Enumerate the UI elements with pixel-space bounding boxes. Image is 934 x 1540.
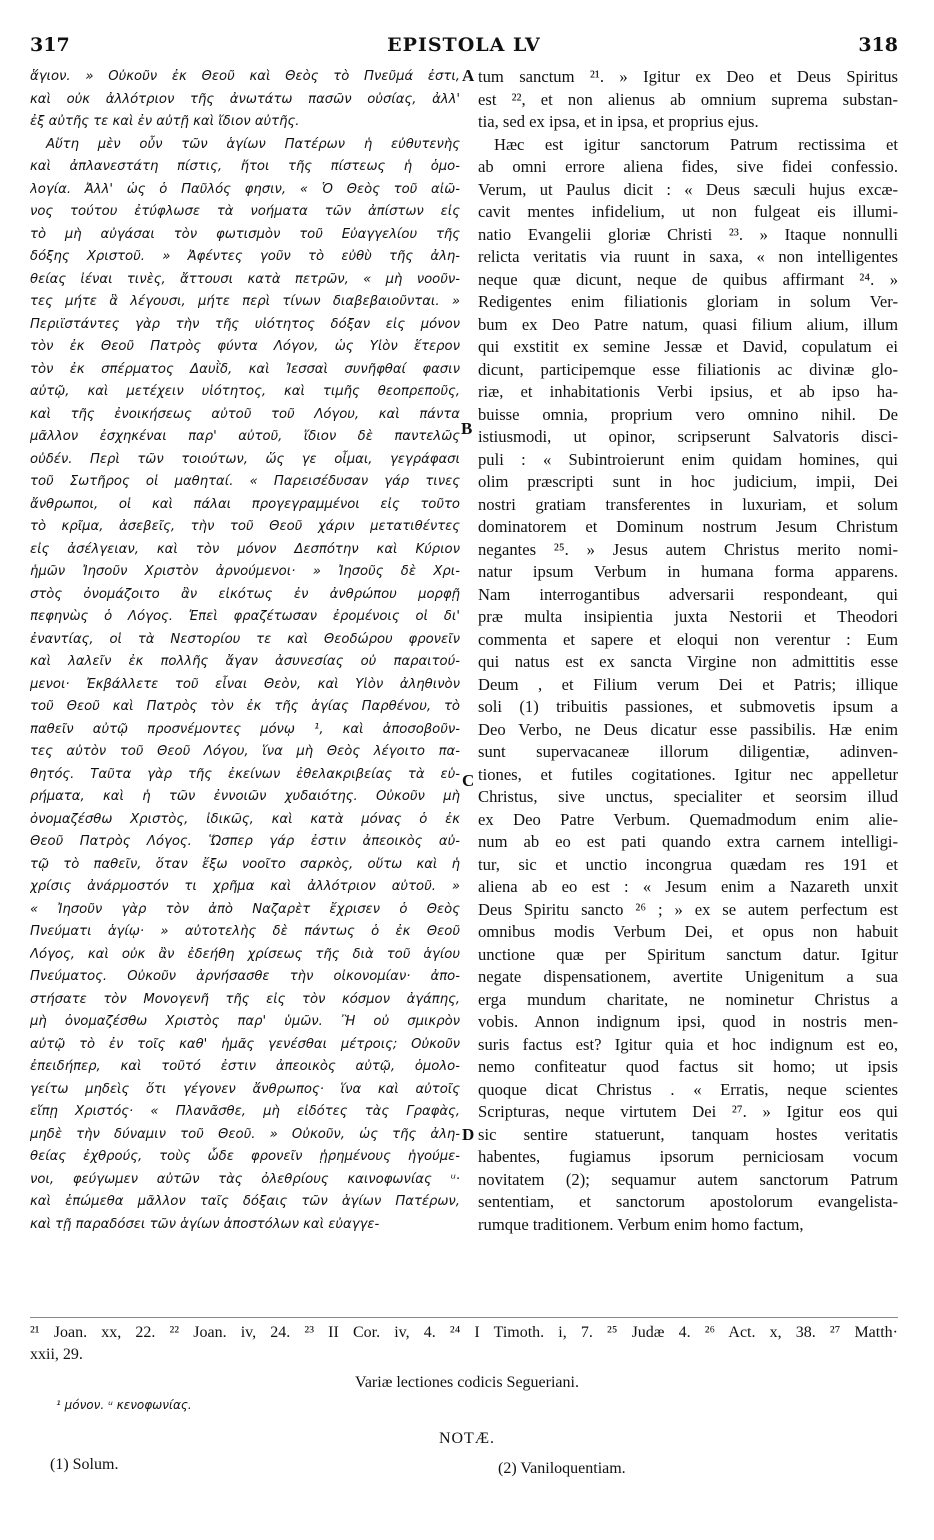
greek-text-line: τες αὐτὸν τοῦ Θεοῦ Λόγου, ἵνα μὴ Θεὸς λέγοιτο πα- xyxy=(30,744,460,759)
margin-marker-d: D xyxy=(462,1125,475,1144)
latin-text-line: negate dispensationem, avertite Unigenitum a sua xyxy=(478,967,898,986)
greek-text-line: Πνεύματι ἁγίῳ· » αὐτοτελὴς δὲ πάντως ὁ ἐκ Θεοῦ xyxy=(30,924,460,939)
greek-text-line: Περιϊστάντες γὰρ τὴν τῆς υἱότητος δόξαν εἰς μόνον xyxy=(30,316,460,332)
latin-text-line: ex Deo Patre Verbum. Quemadmodum enim alie- xyxy=(478,809,898,829)
greek-text-line: καὶ τῇ παραδόσει τῶν ἁγίων ἀποστόλων καὶ εὐαγγε- xyxy=(30,1216,380,1232)
latin-text-line: dicunt, participemque esse filiationis ac divinæ glo- xyxy=(478,359,898,379)
greek-text-line: μᾶλλον ἐσχηκέναι παρ' αὐτοῦ, ἴδιον δὲ παντελῶς xyxy=(30,429,460,444)
latin-text-line: nostri gratiam transferentes in luxuriam, et solum xyxy=(478,494,898,514)
greek-text-line: μενοι· Ἐκβάλλετε τοῦ εἶναι Θεὸν, καὶ Υἱὸν ἀληθινὸν xyxy=(30,676,460,692)
greek-text-line: αὐτῷ, καὶ μετέχειν υἱότητος, καὶ τιμῆς θεοπρεποῦς, xyxy=(30,384,460,399)
greek-text-line: λογία. Ἀλλ' ὡς ὁ Παῦλός φησιν, « Ὁ Θεὸς τοῦ αἰῶ- xyxy=(30,181,460,197)
footnote-line: xxii, 29. xyxy=(30,1346,83,1363)
latin-text-line: Christus, sive unctus, specialiter et seorsim illud xyxy=(478,787,898,806)
greek-text-line: δόξης Χριστοῦ. » Ἀφέντες γοῦν τὸ εὐθὺ τῆς ἀλη- xyxy=(30,249,460,264)
latin-text-line: tur, sic et unctio incongrua quædam res 191 et xyxy=(478,854,898,874)
greek-text-line: Αὕτη μὲν οὖν τῶν ἁγίων Πατέρων ἡ εὐθυτενὴς xyxy=(46,136,460,152)
greek-text-line: μηδὲ τὴν δύναμιν τοῦ Θεοῦ. » Οὐκοῦν, ὡς τῆς ἀλη- xyxy=(30,1126,460,1142)
latin-text-line: neque quæ dicunt, neque de quibus affirmant ²⁴. » xyxy=(478,269,898,289)
greek-text-line: ἐναντίας, οἱ τὰ Νεστορίου τε καὶ Θεοδώρου φρονεῖν xyxy=(30,631,460,647)
variant-readings-note: ¹ μόνον. ᵘ κενοφωνίας. xyxy=(56,1398,192,1412)
variant-readings-heading: Variæ lectiones codicis Segueriani. xyxy=(355,1374,579,1391)
latin-text-line: vobis. Annon indignum ipsi, quod in nostris men- xyxy=(478,1012,898,1031)
greek-text-line: στήσατε τὸν Μονογενῆ τῆς εἰς τὸν κόσμον ἀγάπης, xyxy=(30,991,460,1007)
latin-text-line: Deo Verbo, ne Deus dicatur esse passibilis. Hæ enim xyxy=(478,719,898,739)
greek-text-line: ἄνθρωποι, οἱ καὶ πάλαι προγεγραμμένοι εἰς τοῦτο xyxy=(30,496,460,512)
latin-text-line: rumque traditionem. Verbum enim homo factum, xyxy=(478,1214,804,1234)
notes-heading: NOTÆ. xyxy=(438,1430,496,1447)
margin-marker-c: C xyxy=(462,771,475,790)
greek-text-line: καὶ ἑπώμεθα μᾶλλον ταῖς δόξαις τῶν ἁγίων Πατέρων, xyxy=(30,1194,460,1209)
latin-text-line: sententiam, et sanctorum apostolorum evangelista- xyxy=(478,1192,898,1211)
greek-text-line: τὸν ἐκ σπέρματος Δαυῒδ, καὶ Ἰεσσαὶ συνῆφθαί φασιν xyxy=(30,361,460,377)
latin-text-line: commenta et sapere et eloqui non verentur : Eum xyxy=(478,629,898,649)
latin-text-column xyxy=(478,66,898,1236)
latin-text-line: præ multa insipientia juxta Nestorii et Theodori xyxy=(478,607,898,626)
greek-text-line: ἅγιον. » Οὐκοῦν ἐκ Θεοῦ καὶ Θεὸς τὸ Πνεῦμά ἐστι, xyxy=(30,69,460,84)
latin-text-line: natio Evangelii gloriæ Christi ²³. » Itaque nonnulli xyxy=(478,224,898,244)
greek-text-line: εἴπῃ Χριστός· « Πλανᾶσθε, μὴ εἰδότες τὰς Γραφὰς, xyxy=(30,1104,460,1119)
greek-text-column xyxy=(30,66,460,1236)
latin-text-line: Deum , et Filium verum Dei et Patris; illique xyxy=(478,674,898,694)
latin-text-line: qui exstitit ex semine Jessæ et David, copulatum ei xyxy=(478,337,898,356)
greek-text-line: καὶ ἀπλανεστάτη πίστις, ἤτοι τῆς πίστεως ἡ ὁμο- xyxy=(30,159,460,174)
latin-text-line: Hæc est igitur sanctorum Patrum rectissima et xyxy=(494,134,898,154)
latin-text-line: Scripturas, neque virtutem Dei ²⁷. » Igitur eos qui xyxy=(478,1102,898,1121)
greek-text-line: τὸ μὴ αὐγάσαι τὸν φωτισμὸν τοῦ Εὐαγγελίου τῆς xyxy=(30,226,460,242)
greek-text-line: αὐτῷ τὸ ἐν τοῖς καθ' ἡμᾶς γενέσθαι μέτροις; Οὐκοῦν xyxy=(30,1036,460,1052)
greek-text-line: οὐδέν. Περὶ τῶν τοιούτων, ὥς γε οἶμαι, γεγράφασι xyxy=(30,451,460,467)
greek-text-line: ρήματα, καὶ ἡ τῶν ἐννοιῶν χυδαιότης. Οὐκοῦν μὴ xyxy=(30,789,460,804)
greek-text-line: καὶ τῆς ἐνοικήσεως αὐτοῦ τοῦ Λόγου, καὶ πάντα xyxy=(30,406,460,422)
greek-text-line: ἐξ αὐτῆς τε καὶ ἐν αὐτῇ καὶ ἴδιον αὐτῆς. xyxy=(30,114,300,129)
latin-text-line: unctione quæ per Spiritum sanctum datur. Igitur xyxy=(478,944,898,964)
latin-text-line: Deus Spiritu sancto ²⁶ ; » ex se autem perfectum est xyxy=(478,899,898,919)
latin-text-line: nemo confiteatur quod factus sit homo; ut ipsis xyxy=(478,1057,898,1076)
greek-text-line: παθεῖν αὐτῷ προσνέμοντες μόνῳ ¹, καὶ ἀποσοβοῦν- xyxy=(30,721,460,737)
greek-text-line: θητός. Ταῦτα γὰρ τῆς ἐκείνων ἐθελακριβείας τὰ εὑ- xyxy=(30,766,460,782)
greek-text-line: ἐπειδήπερ, καὶ τοῦτό ἐστιν ἀπεοικὸς αὐτῷ, ὁμολο- xyxy=(30,1059,460,1074)
greek-text-line: τῷ τὸ παθεῖν, ὅταν ἔξω νοοῖτο σαρκὸς, οὕτω καὶ ἡ xyxy=(30,856,460,872)
greek-text-line: ἡμῶν Ἰησοῦν Χριστὸν ἀρνούμενοι· » Ἰησοῦς δὲ Χρι- xyxy=(30,564,460,579)
page-number-left: 317 xyxy=(30,34,70,56)
latin-text-line: omnibus modis Verbum Dei, et opus non habuit xyxy=(478,922,898,941)
greek-text-line: τοῦ Θεοῦ καὶ Πατρὸς τὸν ἐκ τῆς ἁγίας Παρθένου, τὸ xyxy=(30,699,460,714)
latin-text-line: bum ex Deo Patre natum, quasi filium alium, illum xyxy=(478,314,898,334)
margin-marker-b: B xyxy=(461,419,473,438)
greek-text-line: γείτω μηδεὶς ὅτι γέγονεν ἄνθρωπος· ἵνα καὶ αὐτοῖς xyxy=(30,1081,460,1097)
latin-text-line: olim præscripti sunt in hoc judicium, impii, Dei xyxy=(478,472,898,491)
note-two: (2) Vaniloquentiam. xyxy=(498,1460,626,1477)
latin-text-line: dominatorem et Dominum nostrum Jesum Christum xyxy=(478,517,898,536)
running-header xyxy=(30,34,898,60)
greek-text-line: εἰς ἀσέλγειαν, καὶ τὸν μόνον Δεσπότην καὶ Κύριον xyxy=(30,541,460,557)
latin-text-line: novitatem (2); sequamur autem sanctorum Patrum xyxy=(478,1169,898,1189)
latin-text-line: soli (1) tribuitis passiones, et submovetis ipsum a xyxy=(478,697,898,716)
latin-text-line: Nam interrogantibus adversarii respondeant, qui xyxy=(478,584,898,604)
page-number-right: 318 xyxy=(858,34,898,56)
greek-text-line: τὸν ἐκ Θεοῦ Πατρὸς φύντα Λόγον, ὡς Υἱὸν ἕτερον xyxy=(30,339,460,354)
note-one: (1) Solum. xyxy=(50,1456,119,1473)
greek-text-line: καὶ οὐκ ἀλλότριον τῆς ἀνωτάτω πασῶν οὐσίας, ἀλλ' xyxy=(30,91,460,107)
greek-text-line: τοῦ Σωτῆρος οἱ μαθηταί. « Παρεισέδυσαν γάρ τινες xyxy=(30,474,460,489)
greek-text-line: Θεοῦ Πατρὸς Λόγος. Ὥσπερ γάρ ἐστιν ἀπεοικὸς αὐ- xyxy=(30,834,460,849)
latin-text-line: habentes, fugiamus ipsorum perniciosam vocum xyxy=(478,1147,898,1166)
greek-text-line: μὴ ὀνομαζέσθω Χριστὸς παρ' ὑμῶν. Ἢ οὐ σμικρὸν xyxy=(30,1014,460,1029)
margin-marker-a: A xyxy=(462,66,475,85)
latin-text-line: relicta veritatis via ruunt in saxa, « non intelligentes xyxy=(478,247,898,266)
latin-text-line: istiusmodi, ut opinor, scripserunt Salvatoris disci- xyxy=(478,427,898,446)
latin-text-line: quoque dicat Christus . « Erratis, neque scientes xyxy=(478,1079,898,1099)
greek-text-line: χρίσις ἀνάρμοστόν τι χρῆμα καὶ ἀλλότριον αὐτοῦ. » xyxy=(30,879,460,894)
footnote-line: ²¹ Joan. xx, 22. ²² Joan. iv, 24. ²³ II Cor. iv, 4. ²⁴ I Timoth. i, 7. ²⁵ Judæ 4. ²⁶ Act. x, 38. ²⁷ Matth· xyxy=(30,1324,898,1341)
greek-text-line: θείας ἰέναι τινὲς, ἄττουσι κατὰ πετρῶν, « μὴ νοοῦν- xyxy=(30,271,460,287)
latin-text-line: puli : « Subintroierunt enim quidam homines, qui xyxy=(478,449,898,469)
latin-text-line: sic sentire statuerunt, tanquam hostes veritatis xyxy=(478,1124,898,1144)
latin-text-line: sunt supervacaneæ illorum diligentiæ, adinven- xyxy=(478,742,898,761)
latin-text-line: tum sanctum ²¹. » Igitur ex Deo et Deus Spiritus xyxy=(478,67,898,86)
greek-text-line: καὶ λαλεῖν ἐκ πολλῆς ἄγαν ἀσυνεσίας οὐ παραιτού- xyxy=(30,654,460,669)
latin-text-line: natur ipsum Verbum in humana forma apparens. xyxy=(478,562,898,581)
greek-text-line: ὀνομαζέσθω Χριστὸς, ἰδικῶς, καὶ κατὰ μόνας ὁ ἐκ xyxy=(30,811,460,827)
latin-text-line: Redigentes enim filiationis gloriam in solum Ver- xyxy=(478,292,898,311)
latin-text-line: riæ, et inhabitationis Verbi ipsius, et ab ipso ha- xyxy=(478,382,898,401)
footnote-divider xyxy=(30,1317,898,1318)
page-title: EPISTOLA LV xyxy=(387,34,541,56)
greek-text-line: πεφηνὼς ὁ Λόγος. Ἐπεὶ φραζέτωσαν ἐρομένοις οἱ δι' xyxy=(30,609,460,624)
latin-text-line: ab omni errore aliena fides, sive fidei confessio. xyxy=(478,157,898,176)
greek-text-line: τὸ κρῖμα, ἀσεβεῖς, τὴν τοῦ Θεοῦ χάριν μετατιθέντες xyxy=(30,519,460,534)
greek-text-line: θείας ἐχθρούς, τοὺς ὧδε φρονεῖν ᾑρημένους ἡγούμε- xyxy=(30,1149,460,1164)
scripture-footnotes xyxy=(30,1322,898,1366)
latin-text-line: qui natus est ex sancta Virgine non admittitis esse xyxy=(478,652,898,671)
latin-text-line: buisse omnia, proprium vero omnino nihil. De xyxy=(478,404,898,424)
greek-text-line: στὸς ὀνομάζοιτο ἂν εἰκότως ἐν ἀνθρώπου μορφῇ xyxy=(30,586,460,602)
greek-text-line: νοι, φεύγωμεν αὐτῶν τὰς ὀλεθρίους καινοφωνίας ᵘ· xyxy=(30,1171,460,1187)
latin-text-line: tia, sed ex ipsa, et in ipsa, et proprius ejus. xyxy=(478,112,759,131)
greek-text-line: τες μήτε ἃ λέγουσι, μήτε περὶ τίνων διαβεβαιοῦνται. » xyxy=(30,294,460,309)
latin-text-line: aliena ab eo est : « Jesum enim a Nazareth unxit xyxy=(478,877,898,896)
latin-text-line: negantes ²⁵. » Jesus autem Christus merito nomi- xyxy=(478,539,898,559)
latin-text-line: erga mundum charitate, ne nominetur Christus a xyxy=(478,989,898,1009)
greek-text-line: « Ἰησοῦν γὰρ τὸν ἀπὸ Ναζαρὲτ ἔχρισεν ὁ Θεὸς xyxy=(30,901,460,917)
greek-text-line: Πνεύματος. Οὐκοῦν ἀρνήσασθε τὴν οἰκονομίαν· ἀπο- xyxy=(30,969,460,984)
latin-text-line: suris factus est? Igitur quia et hoc indignum est eo, xyxy=(478,1034,898,1054)
latin-text-line: tiones, et futiles cogitationes. Igitur nec appelletur xyxy=(478,764,898,784)
greek-text-line: Λόγος, καὶ οὐκ ἂν ἐδεήθη χρίσεως τῆς διὰ τοῦ ἁγίου xyxy=(30,946,460,962)
latin-text-line: cavit mentes infidelium, ut non fulgeat eis illumi- xyxy=(478,202,898,221)
greek-text-line: νος τούτου ἐτύφλωσε τὰ νοήματα τῶν ἀπίστων εἰς xyxy=(30,204,460,219)
latin-text-line: Verum, ut Paulus dicit : « Deus sæculi hujus excæ- xyxy=(478,179,898,199)
latin-text-line: num ab eo est pati quando extra carnem intelligi- xyxy=(478,832,898,851)
latin-text-line: est ²², et non alienus ab omnium suprema substan- xyxy=(478,89,898,109)
